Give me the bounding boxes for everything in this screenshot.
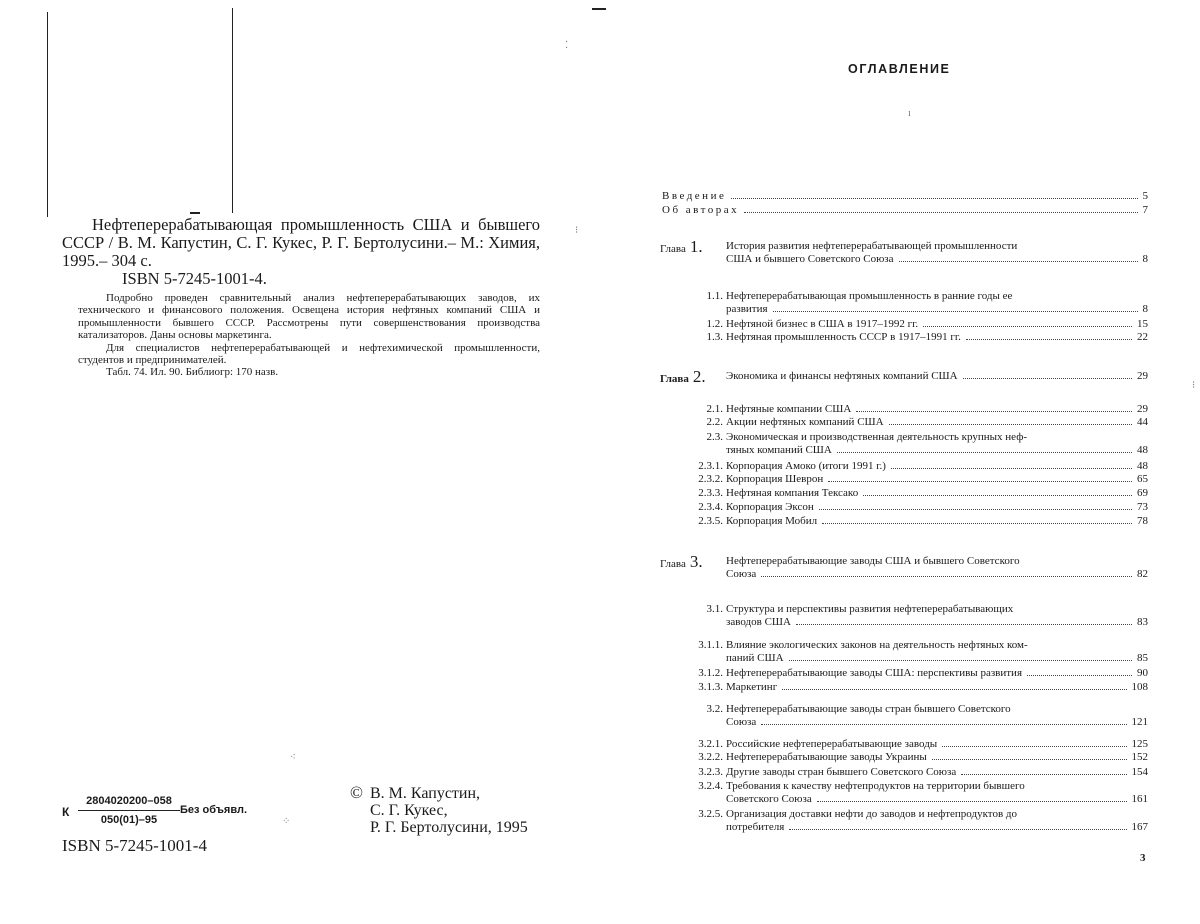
toc-section-number: 2.3.3. bbox=[698, 487, 723, 499]
toc-page-number: 73 bbox=[1137, 501, 1148, 513]
toc-row bbox=[662, 204, 1148, 216]
toc-row bbox=[726, 501, 1148, 513]
toc-row bbox=[726, 460, 1148, 472]
scan-speck: ⁖ bbox=[290, 752, 296, 763]
toc-row bbox=[726, 370, 1148, 382]
toc-leader bbox=[837, 452, 1132, 453]
toc-row bbox=[726, 681, 1148, 693]
toc-page-number: 121 bbox=[1131, 716, 1148, 728]
toc-section-number: 2.1. bbox=[706, 403, 723, 415]
scan-speck: ⁚ bbox=[565, 40, 569, 51]
toc-page-number: 15 bbox=[1137, 318, 1148, 330]
page-number: 3 bbox=[1140, 852, 1146, 864]
copyright-holders bbox=[370, 785, 528, 836]
toc-page-number: 90 bbox=[1137, 667, 1148, 679]
copyright-line: Р. Г. Бертолусини, 1995 bbox=[370, 819, 528, 836]
toc-leader bbox=[782, 689, 1126, 690]
bibliographic-entry bbox=[62, 216, 540, 288]
toc-entry-text: Нефтяная промышленность СССР в 1917–1991 гг. bbox=[726, 331, 961, 343]
toc-row bbox=[662, 190, 1148, 202]
toc-entry-text: Корпорация Амоко (итоги 1991 г.) bbox=[726, 460, 886, 472]
toc-page-number: 69 bbox=[1137, 487, 1148, 499]
copyright-line: С. Г. Кукес, bbox=[370, 802, 448, 819]
toc-entry-text: Об авторах bbox=[662, 204, 740, 216]
toc-entry-text: Экономика и финансы нефтяных компаний США bbox=[726, 370, 958, 382]
toc-section-number: 3.2.5. bbox=[698, 808, 723, 820]
toc-chapter-label bbox=[660, 367, 706, 387]
toc-chapter-number: 3. bbox=[689, 552, 703, 571]
toc-section-number: 3.2.3. bbox=[698, 766, 723, 778]
toc-entry-text: Введение bbox=[662, 190, 727, 202]
copyright-line: В. М. Капустин, bbox=[370, 785, 481, 802]
toc-entry-text: Акции нефтяных компаний США bbox=[726, 416, 884, 428]
toc-page-number: 78 bbox=[1137, 515, 1148, 527]
toc-leader bbox=[1027, 675, 1132, 676]
scan-speck: ⁘ bbox=[282, 816, 291, 827]
toc-entry-text: Корпорация Мобил bbox=[726, 515, 818, 527]
toc-chapter-label bbox=[660, 552, 703, 572]
toc-leader bbox=[773, 311, 1138, 312]
toc-leader bbox=[828, 481, 1132, 482]
scan-speck: ⁝ bbox=[1192, 380, 1196, 391]
toc-row bbox=[726, 487, 1148, 499]
toc-entry-text: Другие заводы стран бывшего Советского Союза bbox=[726, 766, 957, 778]
toc-row bbox=[726, 793, 1148, 805]
scan-edge-line bbox=[190, 212, 200, 214]
annotation bbox=[78, 292, 540, 379]
toc-leader bbox=[744, 212, 1137, 213]
toc-row bbox=[726, 568, 1148, 580]
toc-row bbox=[726, 331, 1148, 343]
toc-page-number: 108 bbox=[1131, 681, 1148, 693]
toc-section-number: 3.2. bbox=[706, 703, 723, 715]
toc-row bbox=[726, 318, 1148, 330]
toc-page-number: 154 bbox=[1131, 766, 1148, 778]
right-page bbox=[600, 0, 1200, 924]
toc-page-number: 167 bbox=[1131, 821, 1148, 833]
toc-row bbox=[726, 303, 1148, 315]
isbn-bottom: ISBN 5-7245-1001-4 bbox=[62, 836, 207, 855]
toc-leader bbox=[731, 198, 1137, 199]
toc-page-number: 7 bbox=[1142, 204, 1148, 216]
toc-leader bbox=[856, 411, 1132, 412]
toc-section-number: 1.1. bbox=[706, 290, 723, 302]
toc-section-number: 3.2.4. bbox=[698, 780, 723, 792]
references-count: Табл. 74. Ил. 90. Библиогр: 170 назв. bbox=[106, 366, 279, 379]
toc-section-number: 2.3.5. bbox=[698, 515, 723, 527]
toc-page-number: 8 bbox=[1142, 303, 1148, 315]
scan-edge-line bbox=[592, 8, 606, 10]
toc-entry-text: Нефтяные компании США bbox=[726, 403, 852, 415]
toc-leader bbox=[761, 576, 1132, 577]
toc-row bbox=[726, 473, 1148, 485]
toc-entry-text-cont: Советского Союза bbox=[726, 793, 812, 805]
toc-leader bbox=[817, 801, 1127, 802]
toc-row bbox=[726, 515, 1148, 527]
toc-row bbox=[726, 444, 1148, 456]
toc-entry-text: Корпорация Эксон bbox=[726, 501, 814, 513]
toc-chapter-word: Глава bbox=[660, 558, 686, 570]
toc-row bbox=[726, 652, 1148, 664]
toc-entry-text: Нефтеперерабатывающие заводы стран бывшего Советского bbox=[726, 703, 1011, 715]
toc-row bbox=[726, 821, 1148, 833]
toc-section-number: 1.3. bbox=[706, 331, 723, 343]
toc-row bbox=[726, 751, 1148, 763]
toc-leader bbox=[966, 339, 1132, 340]
toc-leader bbox=[863, 495, 1132, 496]
toc-page-number: 5 bbox=[1142, 190, 1148, 202]
toc-row bbox=[726, 738, 1148, 750]
toc-entry-text: Требования к качеству нефтепродуктов на территории бывшего bbox=[726, 780, 1025, 792]
toc-page-number: 8 bbox=[1142, 253, 1148, 265]
bibliographic-description: Нефтеперерабатывающая промышленность США и бывшего СССР / В. М. Капустин, С. Г. Кукес, Р. Г. Бертолусини.– М.: Химия, 1995.– 304 с. bbox=[62, 215, 540, 270]
toc-entry-text: Нефтеперерабатывающие заводы Украины bbox=[726, 751, 927, 763]
toc-leader bbox=[963, 378, 1132, 379]
toc-page-number: 44 bbox=[1137, 416, 1148, 428]
toc-section-number: 3.2.1. bbox=[698, 738, 723, 750]
toc-section-number: 2.3. bbox=[706, 431, 723, 443]
toc-entry-text: Нефтяная компания Тексако bbox=[726, 487, 859, 499]
toc-page-number: 125 bbox=[1131, 738, 1148, 750]
toc-section-number: 1.2. bbox=[706, 318, 723, 330]
toc-leader bbox=[899, 261, 1138, 262]
copyright-icon: © bbox=[350, 783, 363, 802]
toc-leader bbox=[789, 660, 1132, 661]
toc-entry-text: Нефтеперерабатывающая промышленность в ранние годы ее bbox=[726, 290, 1013, 302]
toc-leader bbox=[796, 624, 1132, 625]
toc-page-number: 152 bbox=[1131, 751, 1148, 763]
toc-page-number: 29 bbox=[1137, 370, 1148, 382]
toc-section-number: 2.3.2. bbox=[698, 473, 723, 485]
toc-leader bbox=[822, 523, 1132, 524]
toc-page-number: 29 bbox=[1137, 403, 1148, 415]
index-note: Без объявл. bbox=[180, 804, 248, 816]
isbn-line: ISBN 5-7245-1001-4. bbox=[122, 269, 267, 288]
toc-entry-text-cont: Союза bbox=[726, 568, 757, 580]
toc-entry-text: Российские нефтеперерабатывающие заводы bbox=[726, 738, 938, 750]
toc-entry-text-cont: США и бывшего Советского Союза bbox=[726, 253, 894, 265]
abstract-text: Подробно проведен сравнительный анализ нефтеперерабатывающих заводов, их технического и финансового положения. Освещена история нефтяных компаний США и промышленности бывшего СССР. Рассмотрены пути совершенствования производства катализаторов. Даны основы маркетинга. bbox=[78, 292, 540, 342]
index-letter: К bbox=[62, 805, 70, 819]
toc-row bbox=[726, 616, 1148, 628]
toc-entry-text: Экономическая и производственная деятельность крупных неф- bbox=[726, 431, 1027, 443]
audience-text: Для специалистов нефтеперерабатывающей и нефтехимической промышленности, студентов и предпринимателей. bbox=[78, 341, 540, 367]
toc-entry-text: Нефтеперерабатывающие заводы США: перспективы развития bbox=[726, 667, 1023, 679]
toc-leader bbox=[891, 468, 1132, 469]
toc-entry-text-cont: Союза bbox=[726, 716, 757, 728]
toc-leader bbox=[789, 829, 1126, 830]
toc-entry-text: Маркетинг bbox=[726, 681, 778, 693]
toc-leader bbox=[819, 509, 1132, 510]
toc-chapter-word: Глава bbox=[660, 373, 689, 385]
toc-chapter-number: 2. bbox=[692, 367, 706, 386]
toc-entry-text: Нефтеперерабатывающие заводы США и бывшего Советского bbox=[726, 555, 1020, 567]
scan-speck: ⁝ bbox=[575, 225, 579, 236]
toc-row bbox=[726, 403, 1148, 415]
toc-entry-text: Организация доставки нефти до заводов и нефтепродуктов до bbox=[726, 808, 1017, 820]
toc-entry-text: Влияние экологических законов на деятельность нефтяных ком- bbox=[726, 639, 1028, 651]
toc-entry-text-cont: тяных компаний США bbox=[726, 444, 832, 456]
toc-section-number: 2.2. bbox=[706, 416, 723, 428]
index-denominator: 050(01)–95 bbox=[100, 814, 158, 826]
toc-entry-text: Нефтяной бизнес в США в 1917–1992 гг. bbox=[726, 318, 919, 330]
toc-row bbox=[726, 766, 1148, 778]
scan-edge-line bbox=[47, 12, 48, 217]
toc-entry-text: Структура и перспективы развития нефтеперерабатывающих bbox=[726, 603, 1014, 615]
toc-section-number: 3.2.2. bbox=[698, 751, 723, 763]
toc-entry-text-cont: заводов США bbox=[726, 616, 791, 628]
toc-entry-text-cont: потребителя bbox=[726, 821, 785, 833]
index-numerator: 2804020200–058 bbox=[78, 795, 180, 811]
toc-section-number: 3.1. bbox=[706, 603, 723, 615]
toc-page-number: 82 bbox=[1137, 568, 1148, 580]
toc-page-number: 85 bbox=[1137, 652, 1148, 664]
toc-leader bbox=[961, 774, 1126, 775]
toc-page-number: 22 bbox=[1137, 331, 1148, 343]
toc-section-number: 3.1.1. bbox=[698, 639, 723, 651]
toc-chapter-number: 1. bbox=[689, 237, 703, 256]
toc-page-number: 48 bbox=[1137, 444, 1148, 456]
toc-row bbox=[726, 716, 1148, 728]
toc-leader bbox=[923, 326, 1132, 327]
toc-page-number: 48 bbox=[1137, 460, 1148, 472]
toc-entry-text: История развития нефтеперерабатывающей промышленности bbox=[726, 240, 1018, 252]
index-fraction bbox=[78, 795, 180, 826]
toc-leader bbox=[761, 724, 1126, 725]
toc-section-number: 3.1.3. bbox=[698, 681, 723, 693]
toc-row bbox=[726, 253, 1148, 265]
toc-section-number: 2.3.1. bbox=[698, 460, 723, 472]
toc-page-number: 65 bbox=[1137, 473, 1148, 485]
scan-speck: ı bbox=[908, 108, 911, 119]
toc-leader bbox=[889, 424, 1132, 425]
toc-leader bbox=[932, 759, 1127, 760]
toc-section-number: 3.1.2. bbox=[698, 667, 723, 679]
toc-chapter-word: Глава bbox=[660, 243, 686, 255]
toc-entry-text-cont: паний США bbox=[726, 652, 784, 664]
toc-page-number: 161 bbox=[1131, 793, 1148, 805]
toc-entry-text: Корпорация Шеврон bbox=[726, 473, 824, 485]
scan-edge-line bbox=[232, 8, 233, 213]
toc-leader bbox=[942, 746, 1126, 747]
toc-row bbox=[726, 667, 1148, 679]
toc-page-number: 83 bbox=[1137, 616, 1148, 628]
toc-title: ОГЛАВЛЕНИЕ bbox=[848, 62, 951, 76]
toc-entry-text-cont: развития bbox=[726, 303, 768, 315]
toc-chapter-label bbox=[660, 237, 703, 257]
toc-row bbox=[726, 416, 1148, 428]
toc-section-number: 2.3.4. bbox=[698, 501, 723, 513]
